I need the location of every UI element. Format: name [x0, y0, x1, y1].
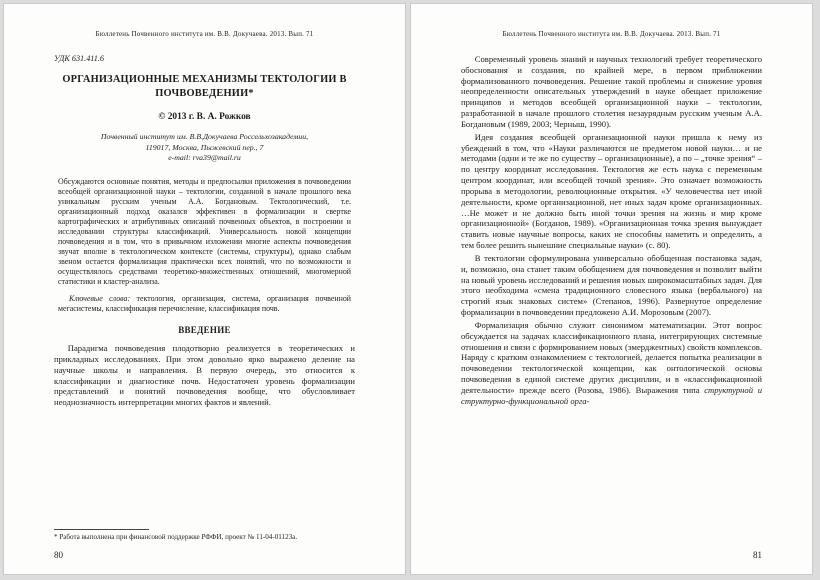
intro-paragraph: Парадигма почвоведения плодотворно реализуется в теоретических и прикладных исследованиях. При этом довольно ярко выражено деление на научные школы и направления. В первую очередь, это относится к классификации и диагностике почв. Недостаточен уровень формализации представлений и понятий почвоведения вообще, что обусловливает неоднозначность интерпретации многих фактов и явлений.	[54, 343, 355, 408]
body-paragraph-2: Идея создания всеобщей организационной науки пришла к нему из убеждений в том, что «Науки различаются не предметом новой науки… и не методами (одни и те же по существу – организационные), а по – „точке зрения“ – по центру координат исследования. Тектология же есть наука с переменным центром координат, или всеобщей точкой зрения». Это означает возможность прорыва в методологии, революционные открытия. «У человечества нет иной деятельности, кроме организационной, нет иных задач кроме организационных. …Не может и не должно быть иной точки зрения на жизнь и мир кроме организационной» (Богданов, 1989). «Организационная точка зрения вынуждает ставить новые научные вопросы, каких не способны наметить и определить, а тем более решить нынешние специальные науки» (с. 80).	[461, 131, 762, 251]
keywords-text: тектология, организация, система, организация почвенной мегасистемы, классификация перечисление, классификация почв.	[58, 293, 351, 314]
affiliation-line-3: e-mail: rva39@mail.ru	[168, 153, 241, 163]
affiliation-block	[54, 132, 355, 164]
body-paragraph-3: В тектологии сформулирована универсально обобщенная постановка задач, и, возможно, она станет таким обобщением для почвоведения и позволит выйти на новый уровень исследований и решения новых широкомасштабных задач. Для этого необходима «смена традиционного словесного языка (вербального) на строгий язык знаковых систем» (Степанов, 1996). Развернутое определение формализации в почвоведении предложено А.И. Морозовым (2007).	[461, 252, 762, 318]
body-paragraph-4-text: Формализация обычно служит синонимом математизации. Этот вопрос обсуждается на задачах классификационного плана, интегрирующих системные отношения и связи с формированием новых (эмерджентных) свойств комплексов. Наряду с кратким ознакомлением с тектологией, делается попытка реализации в почвоведении тектологической концепции, как онтологической основы почвоведения в единой системе других дисциплин, и в «классификационной деятельности» прежде всего (Розова, 1986). Выражения типа	[461, 319, 762, 395]
footnote-block	[54, 529, 355, 542]
keywords-label: Ключевые слова:	[69, 293, 131, 303]
page-left	[3, 3, 406, 575]
running-head-left: Бюллетень Почвенного института им. В.В. Докучаева. 2013. Вып. 71	[95, 30, 314, 38]
udk-number: УДК 631.411.6	[54, 54, 105, 63]
body-paragraph-1: Современный уровень знаний и научных технологий требует теоретического обоснования и создания, по крайней мере, в первом приближении формализованного почвоведения. Решение такой проблемы и снижение уровня неопределенности описательных утверждений в науке обещает приложение принципов и методов всеобщей организационной науки – тектологии, разработанной в начале прошлого столетия незаурядным русским ученым А.А. Богдановым (1989, 2003; Черныш, 1990).	[461, 54, 762, 129]
keywords-line	[54, 294, 355, 314]
body-paragraph-4	[461, 320, 762, 407]
affiliation-line-2: 119017, Москва, Пыжевский пер., 7	[145, 142, 264, 152]
page-number-left: 80	[54, 550, 63, 560]
author-line: © 2013 г. В. А. Рожков	[158, 112, 251, 123]
page-number-right: 81	[753, 550, 762, 560]
section-heading-introduction: ВВЕДЕНИЕ	[178, 325, 231, 336]
affiliation-line-1: Почвенный институт им. В.В.Докучаева Россельхозакадемии,	[100, 132, 309, 142]
article-title: ОРГАНИЗАЦИОННЫЕ МЕХАНИЗМЫ ТЕКТОЛОГИИ В ПОЧВОВЕДЕНИИ*	[62, 74, 347, 100]
running-head-right: Бюллетень Почвенного института им. В.В. Докучаева. 2013. Вып. 71	[502, 30, 721, 38]
footnote-text: * Работа выполнена при финансовой поддержке РФФИ, проект № 11-04-01123а.	[54, 532, 298, 541]
abstract-paragraph: Обсуждаются основные понятия, методы и предпосылки приложения в почвоведении всеобщей организационной науки – тектологии, созданной в начале прошлого века уникальным русским ученым А.А. Богдановым. Тектологический, т.е. организационный подход оказался эффективен в формализации и свертке картографических и атрибутивных описаний почвенных объектов, в построении и исследовании структуры классификаций. Универсальность новой концепции почвоведения и в том, что в привычном изложении многие аспекты почвоведения звучат вполне в тектологическом контексте (системы, структуры), однако слабым звеном остается формализация практически всех понятий, что по возможности и осуществлялось средствами теоретико-множественных отношений, многомерной статистики и кластер-анализа.	[58, 176, 351, 286]
page-right	[410, 3, 813, 575]
footnote-rule	[54, 529, 149, 530]
body-paragraph-4-italic: структурной и структурно-функциональной орга-	[461, 384, 763, 406]
